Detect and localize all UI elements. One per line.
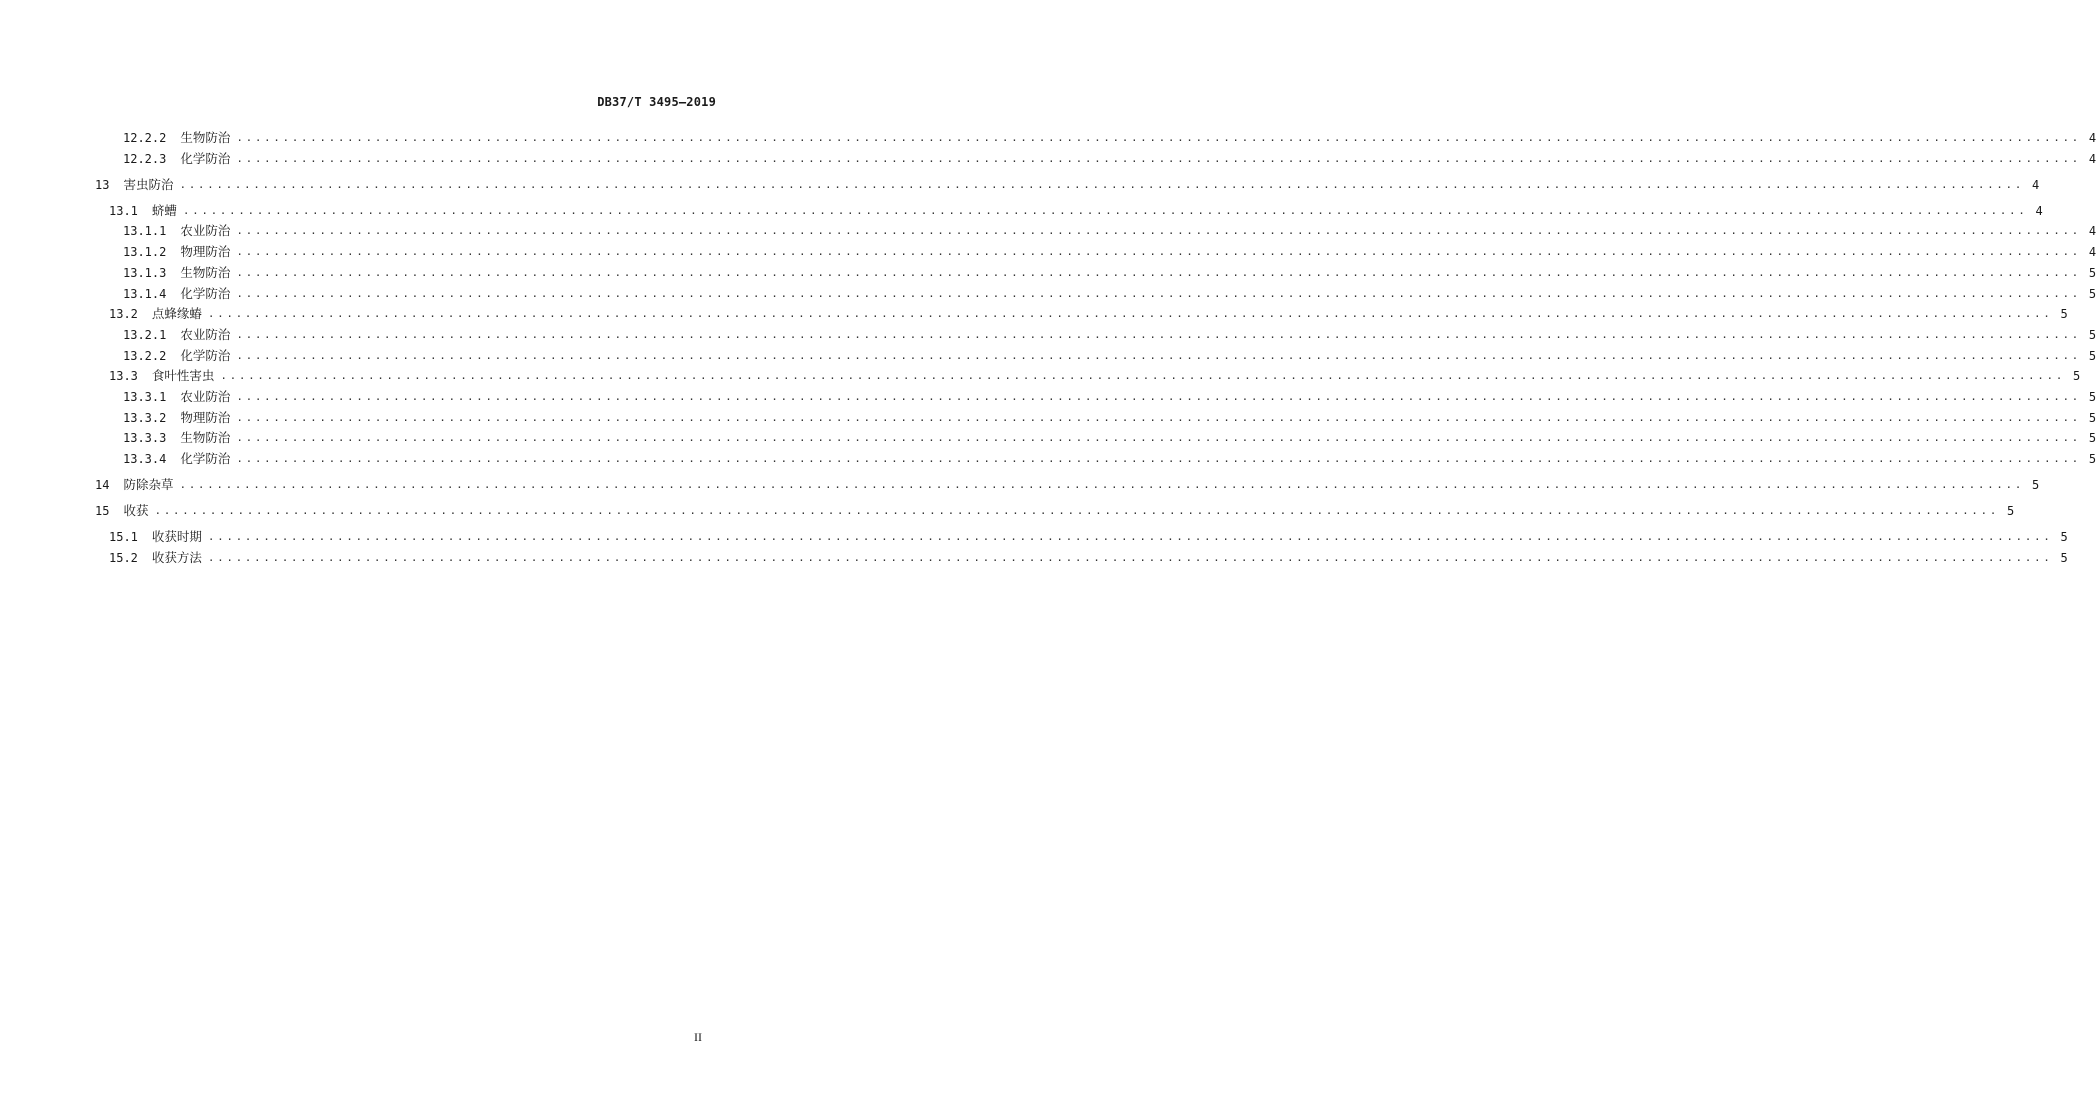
toc-entry-page: 5 <box>2088 431 2096 446</box>
toc-leader-dots: ........................................................................................................................................................................................................ <box>236 286 2081 300</box>
toc-entry-page: 5 <box>2088 327 2096 342</box>
toc-leader-dots: ........................................................................................................................................................................................................ <box>182 203 2028 217</box>
toc-entry-number: 12.2.3 <box>123 151 167 166</box>
toc-entry-title: 化学防治 <box>180 451 231 467</box>
toc-entry[interactable] <box>0 242 2096 262</box>
toc-entry[interactable] <box>0 428 2096 448</box>
toc-leader-dots: ........................................................................................................................................................................................................ <box>236 410 2081 424</box>
toc-leader-dots: ........................................................................................................................................................................................................ <box>236 431 2081 445</box>
toc-entry-number: 13.1.4 <box>123 286 167 301</box>
toc-entry-page: 5 <box>2088 452 2096 467</box>
toc-entry-number: 13 <box>95 177 110 192</box>
toc-entry-page: 5 <box>2060 550 2068 565</box>
document-code: DB37/T 3495—2019 <box>597 95 716 109</box>
toc-entry-page: 4 <box>2088 224 2096 239</box>
toc-entry-title: 生物防治 <box>180 264 231 280</box>
toc-entry-number: 13.2.2 <box>123 348 167 363</box>
toc-entry-number: 14 <box>95 478 110 493</box>
toc-leader-dots: ........................................................................................................................................................................................................ <box>236 327 2081 341</box>
toc-entry-title: 化学防治 <box>180 150 231 166</box>
toc-entry-title: 蛴螬 <box>151 202 177 218</box>
toc-leader-dots: ........................................................................................................................................................................................................ <box>154 504 1999 518</box>
toc-entry-title: 害虫防治 <box>123 176 174 192</box>
toc-entry[interactable] <box>0 284 2096 304</box>
toc-entry-page: 4 <box>2031 177 2040 192</box>
toc-entry-number: 13.3 <box>109 369 138 384</box>
toc-entry-title: 物理防治 <box>180 409 231 425</box>
toc-leader-dots: ........................................................................................................................................................................................................ <box>207 550 2053 564</box>
toc-entry[interactable] <box>0 175 2040 195</box>
toc-entry-number: 13.1 <box>109 203 138 218</box>
toc-entry-number: 12.2.2 <box>123 131 167 145</box>
toc-entry-number: 13.3.4 <box>123 452 167 467</box>
toc-entry-title: 食叶性害虫 <box>151 368 215 384</box>
toc-entry[interactable] <box>0 346 2096 366</box>
toc-leader-dots: ........................................................................................................................................................................................................ <box>220 369 2065 383</box>
toc-entry-title: 收获时期 <box>151 529 202 545</box>
toc-entry-page: 4 <box>2088 131 2096 145</box>
toc-leader-dots: ........................................................................................................................................................................................................ <box>236 245 2081 259</box>
toc-entry[interactable] <box>0 408 2096 428</box>
toc-entry-number: 13.3.3 <box>123 431 167 446</box>
toc-entry[interactable] <box>0 548 2068 568</box>
toc-entry[interactable] <box>0 387 2096 407</box>
toc-leader-dots: ........................................................................................................................................................................................................ <box>236 452 2081 466</box>
toc-leader-dots: ........................................................................................................................................................................................................ <box>236 151 2081 165</box>
toc-entry-number: 13.3.2 <box>123 410 167 425</box>
toc-entry-title: 收获 <box>123 503 149 519</box>
toc-entry[interactable] <box>0 128 2096 148</box>
toc-entry-number: 13.3.1 <box>123 390 167 404</box>
toc-entry-title: 生物防治 <box>180 130 231 145</box>
toc-entry-title: 防除杂草 <box>123 477 174 493</box>
toc-entry-title: 农业防治 <box>180 389 231 404</box>
toc-leader-dots: ........................................................................................................................................................................................................ <box>179 177 2024 191</box>
toc-entry-title: 收获方法 <box>151 549 202 565</box>
toc-entry[interactable] <box>0 201 2043 221</box>
toc-entry-number: 13.1.2 <box>123 245 167 260</box>
toc-entry-title: 化学防治 <box>180 347 231 363</box>
toc-leader-dots: ........................................................................................................................................................................................................ <box>236 348 2081 362</box>
toc-entry-page: 5 <box>2088 410 2096 425</box>
toc-entry-title: 农业防治 <box>180 326 231 342</box>
toc-entry-title: 化学防治 <box>180 285 231 301</box>
toc-entry-title: 物理防治 <box>180 244 231 260</box>
toc-entry[interactable] <box>0 221 2096 241</box>
toc-entry-page: 5 <box>2031 478 2040 493</box>
toc-entry-page: 4 <box>2088 151 2096 166</box>
toc-entry[interactable] <box>0 501 2015 521</box>
toc-entry-page: 5 <box>2088 390 2096 404</box>
toc-entry-title: 农业防治 <box>180 223 231 239</box>
toc-entry[interactable] <box>0 263 2096 283</box>
toc-entry-page: 5 <box>2088 265 2096 280</box>
toc-entry[interactable] <box>0 366 2081 386</box>
toc-entry-title: 点蜂缘蝽 <box>151 306 202 322</box>
toc-leader-dots: ........................................................................................................................................................................................................ <box>236 265 2081 279</box>
toc-entry-page: 5 <box>2060 530 2068 545</box>
toc-leader-dots: ........................................................................................................................................................................................................ <box>179 478 2024 492</box>
toc-entry-number: 13.2 <box>109 307 138 322</box>
toc-entry[interactable] <box>0 149 2096 169</box>
toc-entry-number: 15.2 <box>109 550 138 565</box>
toc-entry-page: 4 <box>2088 245 2096 260</box>
toc-entry[interactable] <box>0 475 2040 495</box>
toc-entry-number: 15 <box>95 504 110 519</box>
toc-leader-dots: ........................................................................................................................................................................................................ <box>236 390 2081 403</box>
toc-entry-number: 15.1 <box>109 530 138 545</box>
toc-entry-number: 13.1.3 <box>123 265 167 280</box>
toc-entry-page: 5 <box>2088 286 2096 301</box>
toc-leader-dots: ........................................................................................................................................................................................................ <box>207 530 2053 544</box>
toc-leader-dots: ........................................................................................................................................................................................................ <box>236 131 2081 144</box>
toc-entry-page: 5 <box>2060 307 2068 322</box>
toc-entry[interactable] <box>0 325 2096 345</box>
toc-entry-number: 13.2.1 <box>123 327 167 342</box>
toc-entry[interactable] <box>0 449 2096 469</box>
toc-leader-dots: ........................................................................................................................................................................................................ <box>207 307 2053 321</box>
toc-entry-page: 4 <box>2035 203 2043 218</box>
toc-entry[interactable] <box>0 527 2068 547</box>
toc-entry-page: 5 <box>2072 369 2081 384</box>
toc-entry-number: 13.1.1 <box>123 224 167 239</box>
toc-leader-dots: ........................................................................................................................................................................................................ <box>236 224 2081 238</box>
page-number: II <box>694 1030 702 1044</box>
toc-entry-page: 5 <box>2006 504 2015 519</box>
toc-entry[interactable] <box>0 304 2068 324</box>
toc-entry-page: 5 <box>2088 348 2096 363</box>
toc-entry-title: 生物防治 <box>180 430 231 446</box>
